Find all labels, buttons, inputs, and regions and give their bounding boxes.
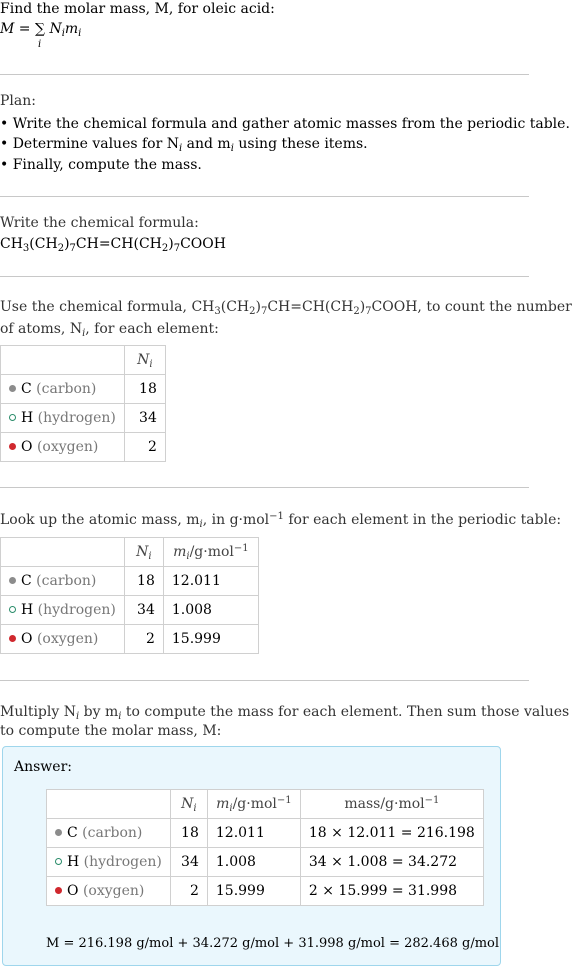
plan-step-3: • Finally, compute the mass. — [0, 157, 202, 173]
molar-mass-result: M = 216.198 g/mol + 34.272 g/mol + 31.998 g/mol = 282.468 g/mol — [46, 936, 500, 951]
table-row: C (carbon) 18 — [1, 375, 166, 404]
carbon-dot-icon — [9, 577, 16, 584]
table-row: H (hydrogen) 34 1.008 — [1, 596, 259, 625]
hydrogen-dot-icon — [9, 606, 16, 613]
separator — [0, 487, 529, 488]
oxygen-dot-icon — [55, 887, 62, 894]
table-row: C (carbon) 18 12.011 — [1, 567, 259, 596]
carbon-dot-icon — [55, 829, 62, 836]
header-count: $N_i$ — [124, 346, 165, 375]
separator — [0, 74, 529, 75]
atomic-mass-table: $N_i$ $m_i/g\cdot mol^{-1}$ C (carbon) 18 12.011 H (hydrogen) 34 1.008 O (oxygen) 2 15.999 — [0, 537, 259, 654]
separator — [0, 680, 529, 681]
intro-title: Find the molar mass, M, for oleic acid: — [0, 1, 275, 17]
multiply-instructions-2: to compute the molar mass, M: — [0, 723, 222, 739]
count-instructions-2: of atoms, $N_i$, for each element: — [0, 321, 219, 339]
atom-count-table — [0, 345, 166, 462]
oxygen-dot-icon — [9, 443, 16, 450]
oxygen-dot-icon — [9, 635, 16, 642]
plan-step-2: • Determine values for $N_i$ and $m_i$ using these items. — [0, 136, 368, 154]
table-row: O (oxygen) 2 15.999 — [1, 625, 259, 654]
lookup-instructions: Look up the atomic mass, $m_i$, in g·mol$^{-1}$ for each element in the periodic table: — [0, 511, 562, 530]
plan-title: Plan: — [0, 93, 36, 109]
formula-section-title: Write the chemical formula: — [0, 215, 199, 231]
plan-step-1: • Write the chemical formula and gather atomic masses from the periodic table. — [0, 116, 570, 132]
carbon-dot-icon — [9, 385, 16, 392]
chemical-formula: $CH_3(CH_2)_7CH=CH(CH_2)_7COOH$ — [0, 236, 226, 254]
answer-box — [2, 746, 501, 966]
count-instructions: Use the chemical formula, $CH_3(CH_2)_7CH=CH(CH_2)_7COOH$, to count the number — [0, 299, 572, 317]
hydrogen-dot-icon — [9, 414, 16, 421]
multiply-instructions: Multiply $N_i$ by $m_i$ to compute the mass for each element. Then sum those values — [0, 704, 570, 722]
table-row: O (oxygen) 2 — [1, 433, 166, 462]
answer-label: Answer: — [14, 759, 72, 775]
molar-mass-formula: M = ∑ i $N_im_i$ — [0, 21, 82, 50]
separator — [0, 196, 529, 197]
table-row: O (oxygen) 2 15.999 2 × 15.999 = 31.998 — [47, 877, 484, 906]
table-row: H (hydrogen) 34 1.008 34 × 1.008 = 34.272 — [47, 848, 484, 877]
molar-mass-table: $N_i$ $m_i/g\cdot mol^{-1}$ mass/g·mol$^{-1}$ C (carbon) 18 12.011 18 × 12.011 = 216.198 H (hydrogen) 34 1.008 34 × 1.008 = 34.272 O (oxygen) 2 15.999 2 × 15.999 = 31.998 — [46, 789, 484, 906]
separator — [0, 276, 529, 277]
hydrogen-dot-icon — [55, 858, 62, 865]
table-row: C (carbon) 18 12.011 18 × 12.011 = 216.198 — [47, 819, 484, 848]
table-row: H (hydrogen) 34 — [1, 404, 166, 433]
